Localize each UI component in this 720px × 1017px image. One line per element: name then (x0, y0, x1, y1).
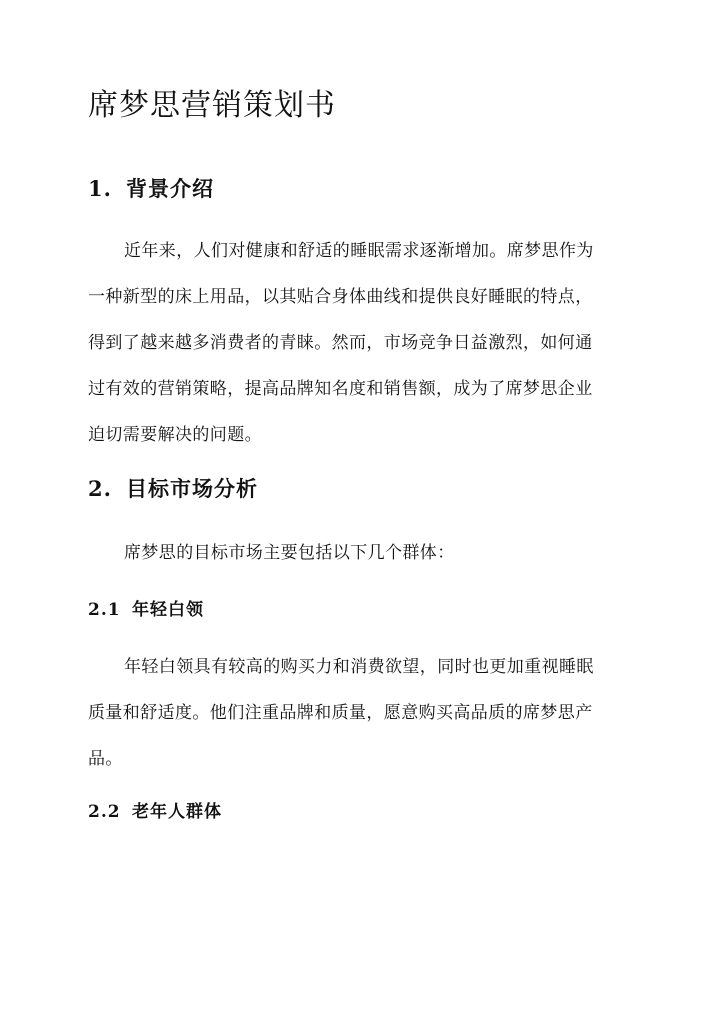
subsection-number: 2.1 (88, 600, 121, 620)
section-title: 目标市场分析 (126, 476, 258, 501)
paragraph-line: 年轻白领具有较高的购买力和消费欲望，同时也更加重视睡眠 (124, 657, 594, 677)
paragraph-line: 一种新型的床上用品，以其贴合身体曲线和提供良好睡眠的特点， (88, 287, 593, 307)
paragraph-line: 品。 (88, 749, 123, 769)
subsection-title: 年轻白领 (132, 600, 204, 620)
paragraph-line: 得到了越来越多消费者的青睐。然而，市场竞争日益激烈，如何通 (88, 333, 593, 353)
paragraph-line: 近年来，人们对健康和舒适的睡眠需求逐渐增加。席梦思作为 (124, 241, 594, 261)
section-number: 2. (88, 476, 112, 501)
subsection-heading-young-professionals (88, 597, 204, 623)
paragraph-line: 质量和舒适度。他们注重品牌和质量，愿意购买高品质的席梦思产 (88, 703, 593, 723)
background-paragraph (88, 236, 633, 451)
section-heading-target-market (88, 474, 258, 504)
paragraph-line: 过有效的营销策略，提高品牌知名度和销售额，成为了席梦思企业 (88, 379, 593, 399)
paragraph-line: 迫切需要解决的问题。 (88, 425, 262, 445)
document-title: 席梦思营销策划书 (88, 88, 336, 123)
subsection-heading-elderly (88, 799, 222, 825)
section-title: 背景介绍 (126, 176, 214, 201)
young-professionals-paragraph (88, 652, 633, 775)
target-market-intro (88, 538, 633, 569)
paragraph-line: 席梦思的目标市场主要包括以下几个群体： (124, 543, 455, 563)
subsection-title: 老年人群体 (132, 802, 222, 822)
subsection-number: 2.2 (88, 802, 121, 822)
section-number: 1. (88, 176, 112, 201)
section-heading-background (88, 174, 214, 204)
